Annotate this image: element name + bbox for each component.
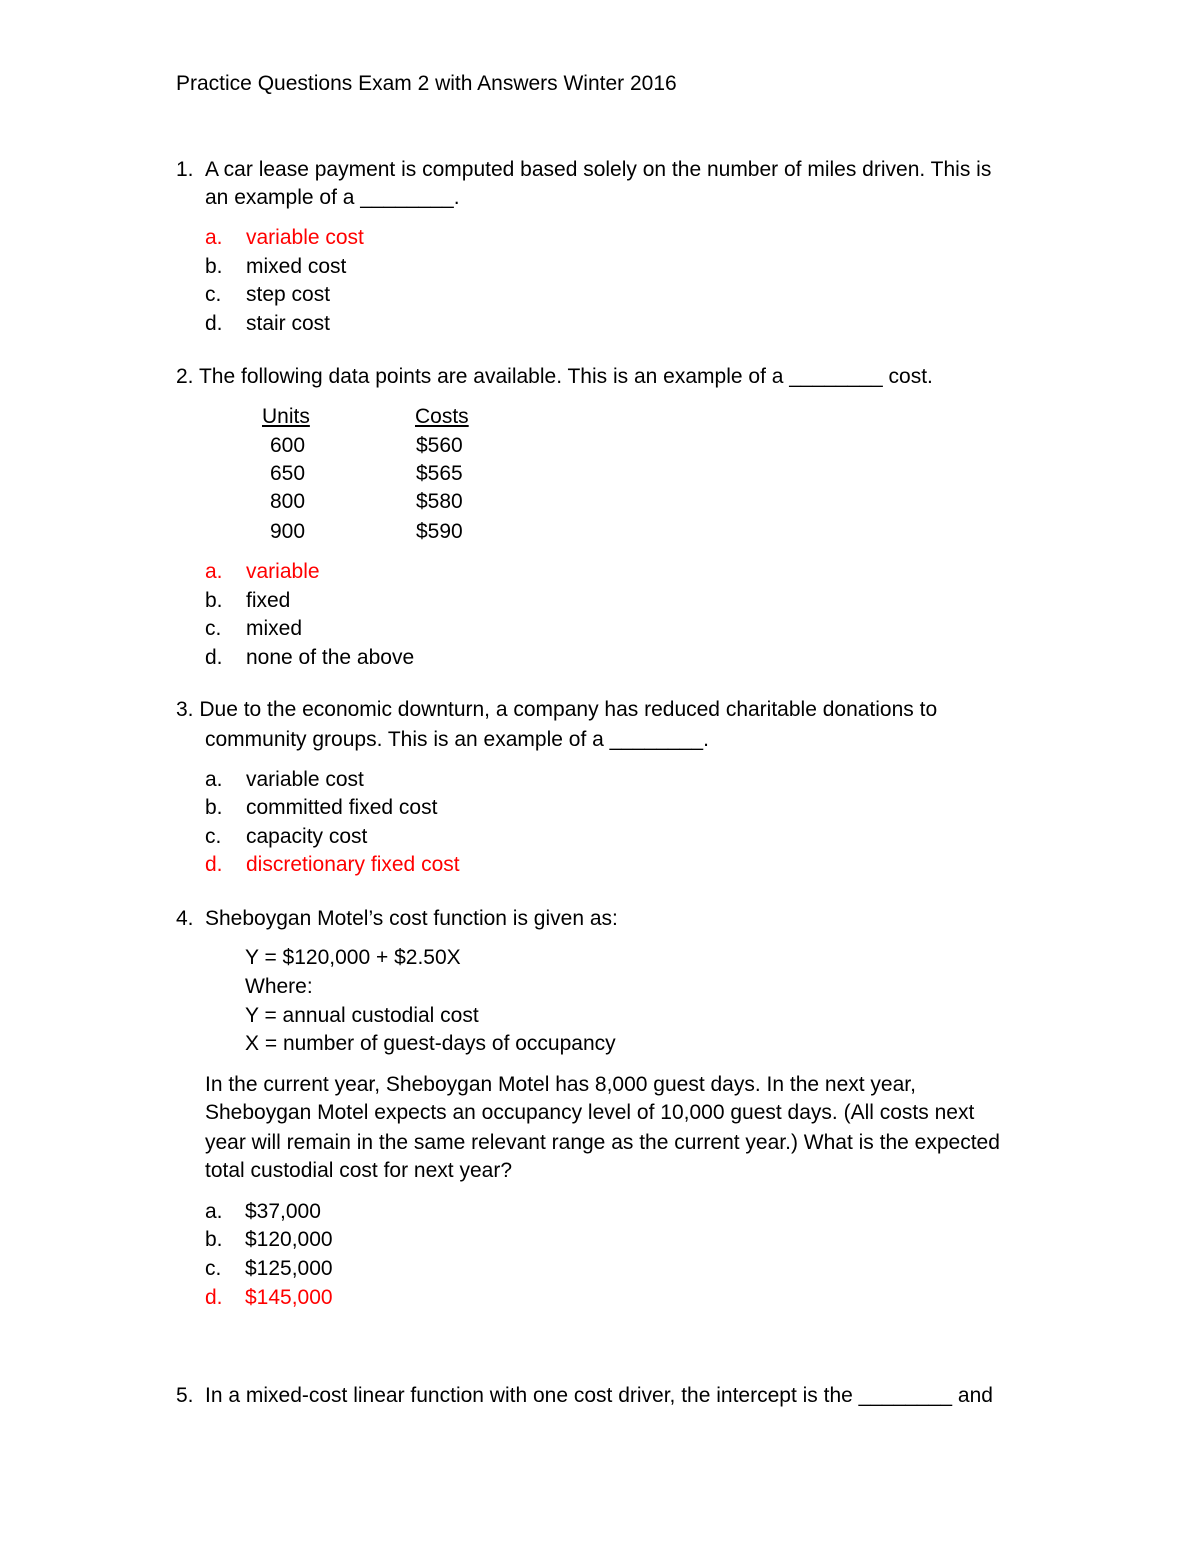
option-letter: b. <box>205 1228 223 1251</box>
option-letter: d. <box>205 646 223 669</box>
table-cell-costs: $590 <box>416 520 463 543</box>
table-cell-costs: $565 <box>416 462 463 485</box>
option-text: mixed cost <box>246 255 347 278</box>
option-text: none of the above <box>246 646 415 669</box>
option-letter: c. <box>205 825 222 848</box>
option-text: $145,000 <box>245 1286 333 1309</box>
option-letter: b. <box>205 255 223 278</box>
option-letter: c. <box>205 617 222 640</box>
question-text-line: In a mixed-cost linear function with one cost driver, the intercept is the ________ and <box>205 1384 993 1407</box>
option-letter: a. <box>205 226 223 249</box>
table-header-units: Units <box>262 405 310 428</box>
paragraph-line: In the current year, Sheboygan Motel has 8,000 guest days. In the next year, <box>205 1073 916 1096</box>
option-text: mixed <box>246 617 303 640</box>
option-text: committed fixed cost <box>246 796 438 819</box>
formula-line: X = number of guest-days of occupancy <box>245 1032 616 1055</box>
table-cell-costs: $560 <box>416 434 463 457</box>
option-text: variable cost <box>246 768 364 791</box>
option-letter: a. <box>205 768 223 791</box>
table-cell-units: 600 <box>270 434 306 457</box>
question-number: 1. <box>176 158 194 181</box>
option-letter: c. <box>205 1257 222 1280</box>
paragraph-line: total custodial cost for next year? <box>205 1159 512 1182</box>
formula-line: Y = annual custodial cost <box>245 1004 479 1027</box>
option-text: fixed <box>246 589 291 612</box>
formula-line: Where: <box>245 975 313 998</box>
question-text-line: 3. Due to the economic downturn, a company has reduced charitable donations to <box>176 698 938 721</box>
option-letter: c. <box>205 283 222 306</box>
option-text: $125,000 <box>245 1257 333 1280</box>
option-text: $37,000 <box>245 1200 321 1223</box>
option-letter: d. <box>205 312 223 335</box>
table-cell-units: 650 <box>270 462 306 485</box>
option-text: capacity cost <box>246 825 368 848</box>
question-text-line: 2. The following data points are available. This is an example of a ________ cost. <box>176 365 933 388</box>
option-text: discretionary fixed cost <box>246 853 460 876</box>
table-cell-units: 900 <box>270 520 306 543</box>
paragraph-line: Sheboygan Motel expects an occupancy level of 10,000 guest days. (All costs next <box>205 1101 975 1124</box>
option-text: $120,000 <box>245 1228 333 1251</box>
question-text-line: A car lease payment is computed based solely on the number of miles driven. This is <box>205 158 992 181</box>
table-header-costs: Costs <box>415 405 469 428</box>
option-letter: b. <box>205 796 223 819</box>
page-title: Practice Questions Exam 2 with Answers Winter 2016 <box>176 72 677 95</box>
table-cell-costs: $580 <box>416 490 463 513</box>
question-number: 5. <box>176 1384 194 1407</box>
paragraph-line: year will remain in the same relevant range as the current year.) What is the expected <box>205 1131 1000 1154</box>
question-text-line: community groups. This is an example of a ________. <box>205 728 709 751</box>
option-text: variable <box>246 560 320 583</box>
formula-line: Y = $120,000 + $2.50X <box>245 946 461 969</box>
option-text: step cost <box>246 283 331 306</box>
option-letter: b. <box>205 589 223 612</box>
question-number: 4. <box>176 907 194 930</box>
option-text: variable cost <box>246 226 364 249</box>
option-letter: d. <box>205 1286 223 1309</box>
option-letter: a. <box>205 560 223 583</box>
question-text-line: an example of a ________. <box>205 186 460 209</box>
table-cell-units: 800 <box>270 490 306 513</box>
option-letter: a. <box>205 1200 223 1223</box>
question-text-line: Sheboygan Motel’s cost function is given as: <box>205 907 618 930</box>
option-text: stair cost <box>246 312 331 335</box>
option-letter: d. <box>205 853 223 876</box>
